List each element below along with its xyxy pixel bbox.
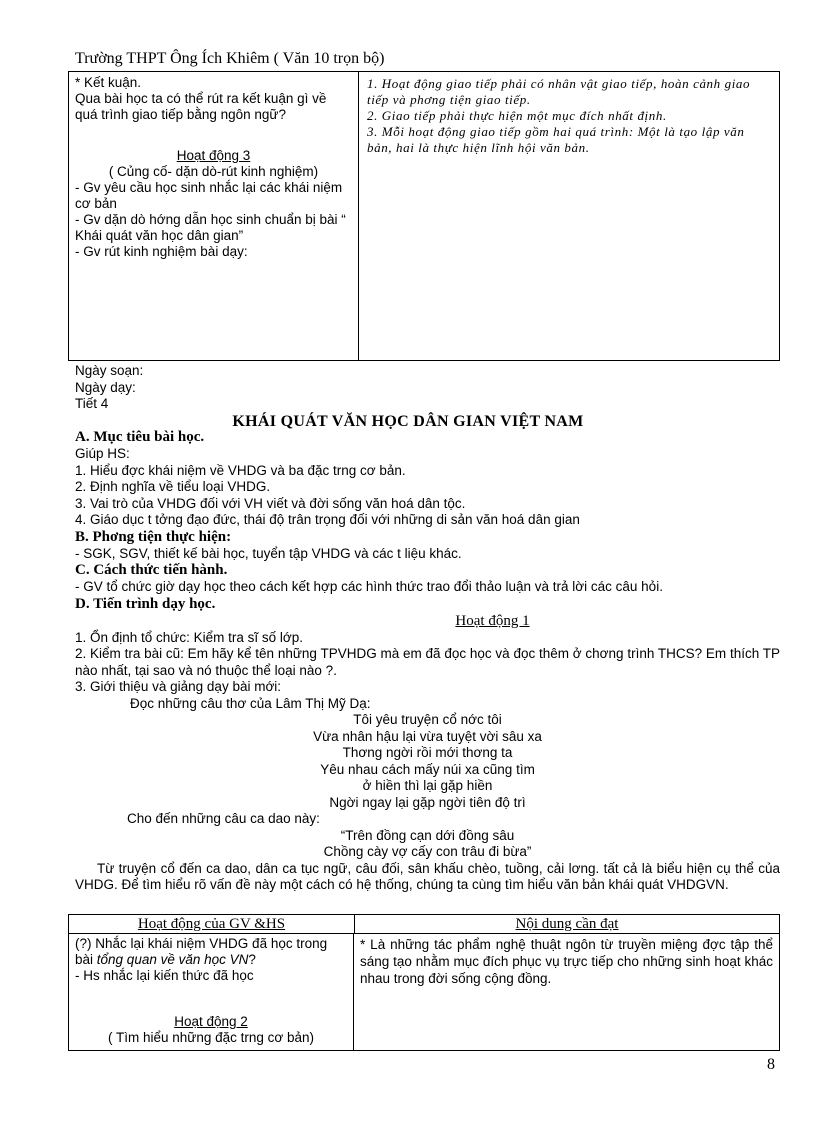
top-table-right [359,72,779,360]
step: 3. Giới thiệu và giảng dạy bài mới: [75,679,282,694]
activity2-subtitle: ( Tìm hiểu những đặc trng cơ bản) [108,1030,314,1045]
bottom-table-body [69,934,779,1050]
section-a-line: 4. Giáo dục t tởng đạo đức, thái độ trân trọng đối với những di sản văn hoá dân gian [75,512,580,527]
bottom-table-left [69,934,354,1050]
lesson-meta [75,363,143,413]
bottom-table [68,914,780,1051]
step: 1. Ổn định tổ chức: Kiểm tra sĩ số lớp. [75,629,303,645]
activity2-title: Hoạt động 2 [174,1014,248,1029]
conclusion-point: 2. Giao tiếp phải thực hiện một mục đích nhất định. [367,108,667,123]
section-a [75,429,780,894]
page-header: Trường THPT Ông Ích Khiêm ( Văn 10 trọn bộ) [75,50,385,67]
conclusion-point: 3. Mỗi hoạt động giao tiếp gồm hai quá trình: Một là tạo lập văn bản, hai là thực hiện lĩnh hội văn bản. [367,124,745,155]
poem-line: Ngời ngay lại gặp ngời tiên độ trì [329,794,526,810]
poem-line: Yêu nhau cách mấy núi xa cũng tìm [320,761,535,777]
step: 2. Kiểm tra bài cũ: Em hãy kể tên những TPVHDG mà em đã đọc học và đọc thêm ở chơng trình THCS? Em thích TP nào nhất, tại sao và nó thuộc thể loại nào ?. [75,646,780,678]
section-a-label: A. [75,429,90,445]
poem-intro: Đọc những câu thơ của Lâm Thị Mỹ Dạ: [130,695,371,711]
cadao-intro: Cho đến những câu ca dao này: [127,811,320,826]
review-answer: - Hs nhắc lại kiến thức đã học [75,968,254,983]
activity3-title: Hoạt động 3 [176,148,251,163]
section-a-line: 1. Hiểu đợc khái niệm về VHDG và ba đặc trng cơ bản. [75,462,406,478]
conclusion-label: * Kết kuận. [75,75,142,90]
section-d-heading [75,596,780,613]
review-question [75,936,347,968]
section-b-label: B. [75,528,89,545]
poem-line: Vừa nhân hậu lại vừa tuyệt vời sâu xa [313,728,542,744]
conclusion-question: Qua bài học ta có thể rút ra kết kuận gì về quá trình giao tiếp bằng ngôn ngữ? [75,91,327,122]
section-a-line: 3. Vai trò của VHDG đối với VH viết và đời sống văn hoá dân tộc. [75,495,466,511]
ngay-soan: Ngày soạn: [75,363,144,378]
conclusion-point: 1. Hoạt động giao tiếp phải có nhân vật giao tiếp, hoàn cảnh giao tiếp và phơng tiện giao tiếp. [367,76,751,107]
ngay-day: Ngày dạy: [75,379,136,395]
body-paragraph: Từ truyện cổ đến ca dao, dân ca tục ngữ, câu đối, sân khấu chèo, tuồng, cải lơng. tất cả là biểu hiện cụ thể của VHDG. Để tìm hiểu rõ vấn đề này một cách có hệ thống, chúng ta cùng tìm hiểu văn bản khái quát VHDGVN. [75,860,780,892]
review-question-italic: tổng quan về văn học VN [96,952,249,967]
cadao-line: “Trên đồng cạn dới đồng sâu [340,827,515,843]
tiet: Tiết 4 [75,396,109,411]
section-b-heading [75,529,780,546]
cadao-line: Chồng cày vợ cấy con trâu đi bừa” [323,844,532,859]
top-table-left [69,72,359,360]
poem-line: Thơng ngời rồi mới thơng ta [342,745,513,760]
activity3-subtitle: ( Củng cố- dặn dò-rút kinh nghiệm) [108,164,319,179]
section-c-line: - GV tổ chức giờ dạy học theo cách kết hợp các hình thức trao đổi thảo luận và trả lời các câu hỏi. [75,579,663,594]
section-c-heading [75,562,780,579]
activity3-item: - Gv rút kinh nghiệm bài dạy: [75,244,248,259]
activity1-title: Hoạt động 1 [455,612,530,629]
section-a-heading [75,429,780,446]
header-activities: Hoạt động của GV &HS [69,915,355,933]
section-c-label: C. [75,562,90,578]
section-a-line: Giúp HS: [75,446,130,461]
activity3-item: - Gv dặn dò hớng dẫn học sinh chuẩn bị bài “ Khái quát văn học dân gian” [75,212,346,243]
poem-line: ở hiền thì lại gặp hiền [362,778,493,793]
top-table [68,71,780,361]
review-question-end: ? [248,952,256,967]
bottom-table-header [69,915,779,934]
page-number: 8 [767,1056,775,1073]
section-a-title: Mục tiêu bài học. [93,429,205,445]
header-content: Nội dung cần đạt [515,916,619,932]
section-d-title: Tiến trình dạy học. [93,595,216,612]
section-b-line: - SGK, SGV, thiết kế bài học, tuyển tập VHDG và các t liệu khác. [75,545,462,561]
review-question-text: (?) Nhắc lại khái niệm VHDG đã học trong bài [75,936,328,967]
bottom-table-right: * Là những tác phẩm nghệ thuật ngôn từ truyền miệng đợc tập thể sáng tạo nhằm mục đích phục vụ trực tiếp cho những sinh hoạt khác nhau trong đời sống cộng đồng. [360,937,773,986]
poem-line: Tôi yêu truyện cổ nớc tôi [353,712,502,727]
activity3-item: - Gv yêu cầu học sinh nhắc lại các khái niệm cơ bản [75,180,343,211]
lesson-title: KHÁI QUÁT VĂN HỌC DÂN GIAN VIỆT NAM [232,413,584,430]
section-c-title: Cách thức tiến hành. [93,562,228,578]
section-b-title: Phơng tiện thực hiện: [92,528,232,545]
section-a-line: 2. Định nghĩa về tiểu loại VHDG. [75,479,271,494]
section-d-label: D. [75,595,90,612]
